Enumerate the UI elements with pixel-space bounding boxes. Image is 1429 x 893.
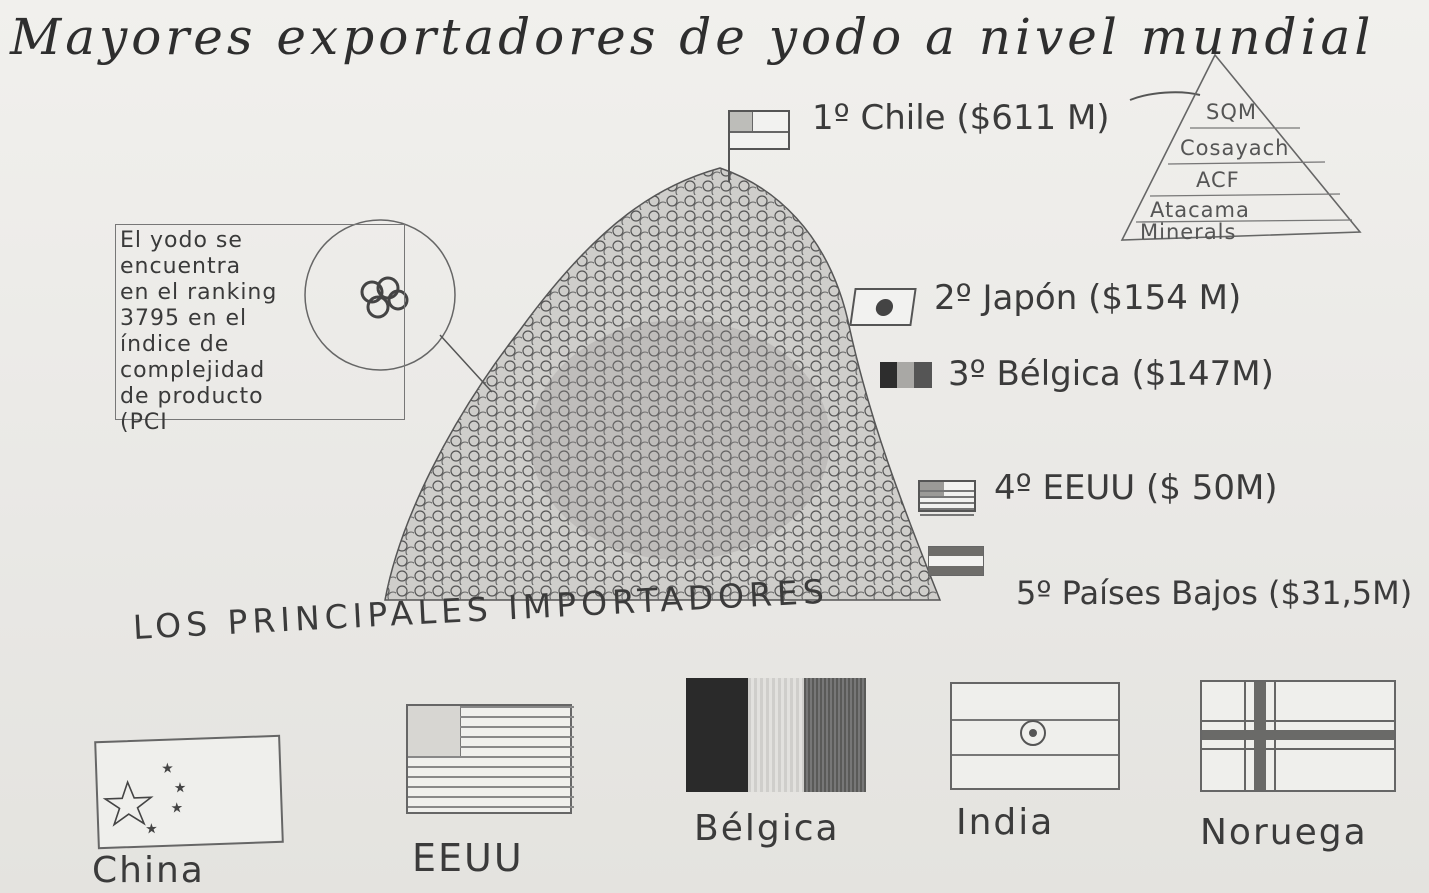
svg-text:★: ★ <box>160 760 175 777</box>
svg-text:★: ★ <box>170 800 184 817</box>
info-line: 3795 en el <box>120 306 248 331</box>
svg-text:★: ★ <box>173 780 187 797</box>
flag-usa-large-icon <box>406 704 572 814</box>
company-tier-1: SQM <box>1206 100 1257 124</box>
importer-label-china: China <box>92 850 205 891</box>
exporter-rank-3: 3º Bélgica ($147M) <box>948 354 1274 394</box>
company-tier-3: ACF <box>1196 168 1240 192</box>
company-tier-5: Minerals <box>1140 220 1237 244</box>
page-title: Mayores exportadores de yodo a nivel mundial <box>10 8 1375 66</box>
flag-usa-icon <box>918 480 976 512</box>
info-line: (PCI <box>120 410 168 435</box>
company-tier-4: Atacama <box>1150 198 1250 222</box>
info-line: en el ranking <box>120 280 278 305</box>
importers-heading: LOS PRINCIPALES IMPORTADORES <box>132 571 830 647</box>
importer-label-norway: Noruega <box>1200 812 1368 853</box>
flag-belgium-large-icon <box>686 678 866 792</box>
exporter-rank-2: 2º Japón ($154 M) <box>934 278 1242 318</box>
company-tier-2: Cosayach <box>1180 136 1290 160</box>
flag-norway-icon <box>1200 680 1396 792</box>
info-line: El yodo se <box>120 228 243 253</box>
info-line: índice de <box>120 332 230 357</box>
flag-india-icon <box>950 682 1120 790</box>
info-line: encuentra <box>120 254 242 279</box>
flag-chile-icon <box>728 110 790 150</box>
info-box-text <box>120 228 277 436</box>
exporter-rank-1: 1º Chile ($611 M) <box>812 98 1110 138</box>
flag-netherlands-icon <box>928 546 984 576</box>
exporter-rank-5: 5º Países Bajos ($31,5M) <box>1016 574 1413 612</box>
importer-label-belgium: Bélgica <box>694 808 840 849</box>
importer-label-usa: EEUU <box>412 836 524 880</box>
exporter-rank-4: 4º EEUU ($ 50M) <box>994 468 1278 508</box>
flag-japan-icon <box>849 288 916 326</box>
importer-label-india: India <box>956 802 1055 843</box>
svg-text:★: ★ <box>145 821 159 838</box>
flag-belgium-icon <box>880 362 932 388</box>
info-line: complejidad <box>120 358 266 383</box>
info-line: de producto <box>120 384 264 409</box>
flag-china-icon <box>94 735 284 849</box>
